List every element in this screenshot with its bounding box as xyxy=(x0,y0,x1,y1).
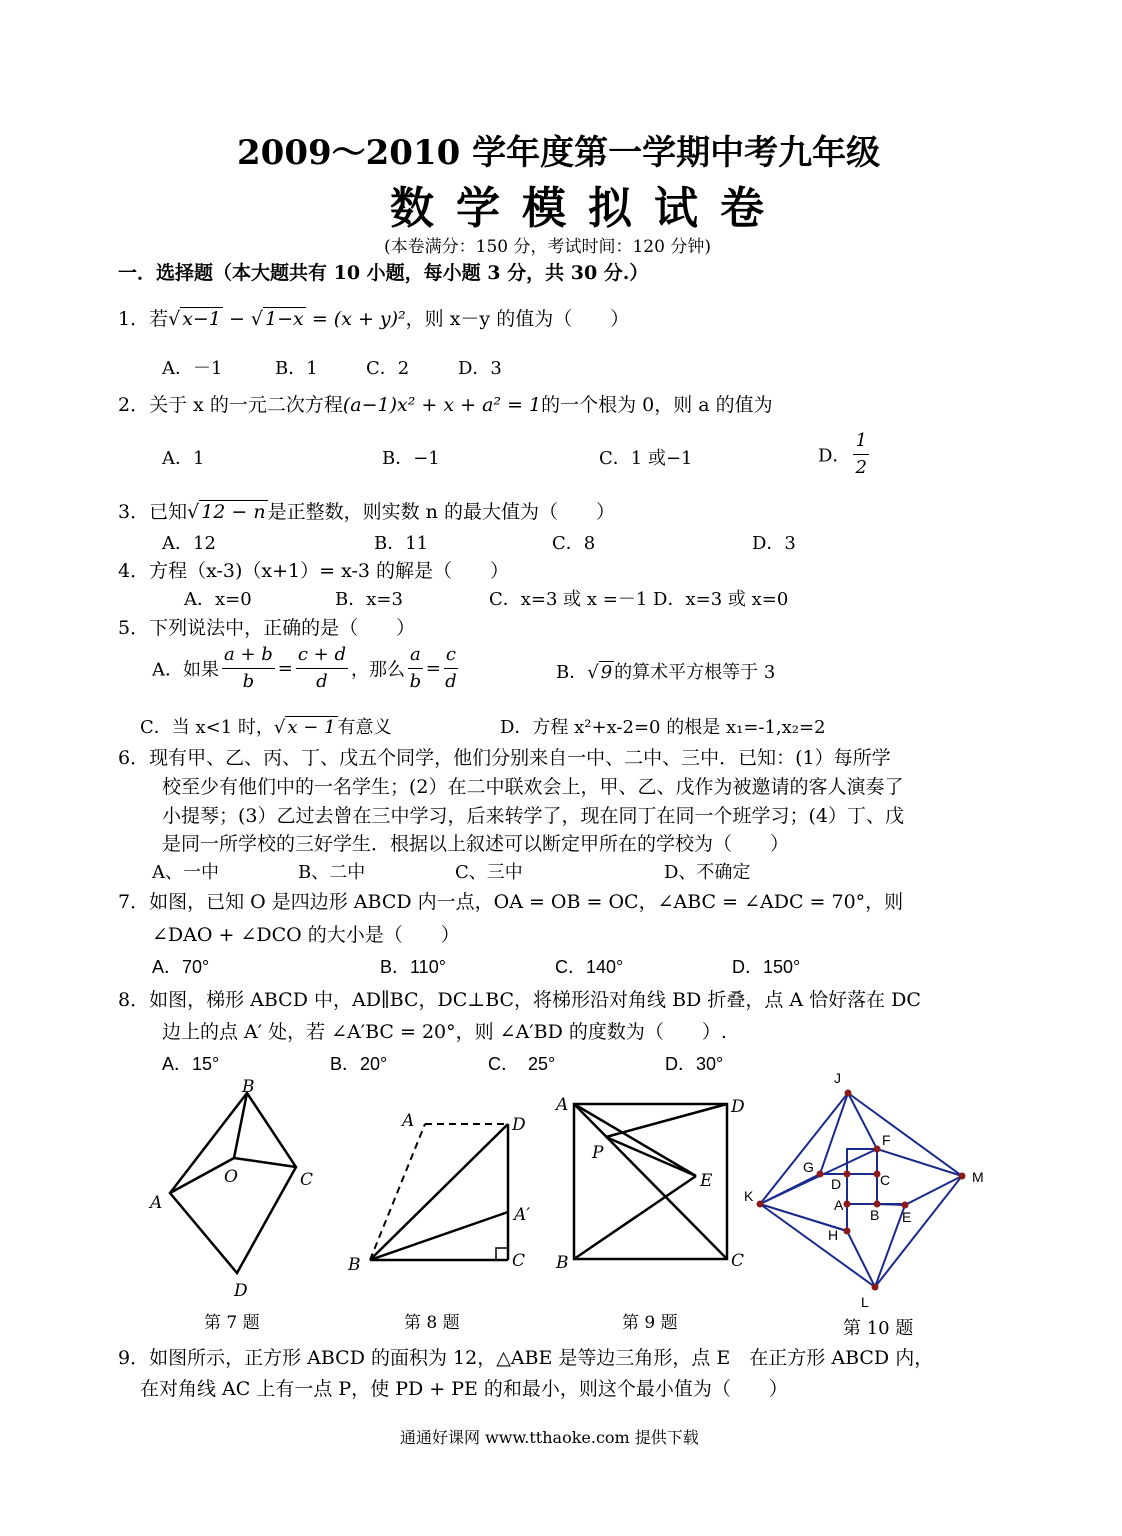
fig8-label-b: B xyxy=(348,1255,361,1275)
q5-c-text: 有意义 xyxy=(337,717,392,738)
question-4: 4．方程（x-3)（x+1）= x-3 的解是（ ） xyxy=(118,560,510,582)
q8-option-a: A．15° xyxy=(162,1054,220,1074)
q9-line-1: 9．如图所示，正方形 ABCD 的面积为 12，△ABE 是等边三角形，点 E 在正方形 ABCD 内， xyxy=(118,1347,934,1369)
fig9-label-d: D xyxy=(731,1097,745,1117)
q5-b-radicand: 9 xyxy=(600,662,613,683)
q5-c-radicand: x − 1 xyxy=(287,717,336,738)
q3-text-b: 是正整数，则实数 n 的最大值为（ ） xyxy=(267,501,615,523)
q2-text-a: 2．关于 x 的一元二次方程 xyxy=(118,394,343,416)
caption-fig7: 第 7 题 xyxy=(204,1313,260,1333)
q7-option-c: C．140° xyxy=(555,957,624,977)
fig10-label-k: K xyxy=(744,1188,754,1204)
caption-fig9: 第 9 题 xyxy=(622,1313,678,1333)
q5-option-b: B．√ 9 的算术平方根等于 3 xyxy=(556,662,776,683)
q7-option-a: A．70° xyxy=(152,957,210,977)
fig9-label-a: A xyxy=(556,1095,569,1115)
q2-option-a: A．1 xyxy=(162,448,205,469)
fig8-label-a-prime: A′ xyxy=(514,1205,531,1225)
figure-8 xyxy=(370,1124,508,1260)
figures-area xyxy=(0,1070,1122,1370)
q8-line-1: 8．如图，梯形 ABCD 中，AD∥BC，DC⊥BC，将梯形沿对角线 BD 折叠，点 A 恰好落在 DC xyxy=(118,989,921,1011)
fig8-label-d: D xyxy=(512,1115,526,1135)
fig7-label-o: O xyxy=(224,1167,238,1187)
q3-option-b: B．11 xyxy=(374,533,429,554)
q1-option-d: D．3 xyxy=(458,358,502,379)
q2-option-d-label: D． xyxy=(818,445,851,467)
fig10-label-m: M xyxy=(972,1169,984,1185)
fig10-label-e: E xyxy=(902,1209,912,1225)
q1-option-c: C．2 xyxy=(366,358,410,379)
fig10-label-a: A xyxy=(834,1197,844,1213)
q8-option-d: D．30° xyxy=(665,1054,724,1074)
fig7-label-d: D xyxy=(234,1281,248,1301)
question-3: 3．已知√ 12 − n 是正整数，则实数 n 的最大值为（ ） xyxy=(118,501,615,523)
fig10-label-h: H xyxy=(828,1227,839,1243)
footer: 通通好课网 www.tthaoke.com 提供下载 xyxy=(400,1428,699,1447)
q2-option-d xyxy=(818,428,872,481)
fig10-label-l: L xyxy=(861,1294,869,1310)
q5-a-mid: ，那么 xyxy=(351,659,406,681)
fig7-label-c: C xyxy=(300,1170,314,1190)
question-1 xyxy=(118,304,629,331)
q3-radicand: 12 − n xyxy=(201,501,266,523)
q6-option-c: C、三中 xyxy=(455,862,523,883)
fig10-label-j: J xyxy=(834,1070,841,1086)
q6-line-1: 6．现有甲、乙、丙、丁、戊五个同学，他们分别来自一中、二中、三中．已知：(1）每所学 xyxy=(118,747,891,769)
q5-frac-4: $\frac{c}{d}$ xyxy=(445,644,457,692)
q6-option-d: D、不确定 xyxy=(664,862,751,883)
figure-10 xyxy=(760,1093,962,1287)
section-heading: 一．选择题（本大题共有 10 小题，每小题 3 分，共 30 分.） xyxy=(118,262,649,284)
q6-line-3: 小提琴；(3）乙过去曾在三中学习，后来转学了，现在同丁在同一个班学习；(4）丁、戊 xyxy=(162,805,905,827)
q3-option-d: D．3 xyxy=(752,533,796,554)
q2-option-d-fraction: $\frac{1}{2}$ xyxy=(855,430,867,478)
q5-frac-3: $\frac{a}{b}$ xyxy=(409,644,422,692)
fig7-label-b: B xyxy=(242,1077,255,1097)
fig9-label-b: B xyxy=(556,1253,569,1273)
q8-option-c: C． 25° xyxy=(488,1054,556,1074)
fig10-label-f: F xyxy=(882,1132,891,1148)
q2-text-b: 的一个根为 0，则 a 的值为 xyxy=(541,394,773,416)
title-line1: 2009～2010 学年度第一学期中考九年级 xyxy=(237,133,881,173)
q3-option-c: C．8 xyxy=(552,533,596,554)
fig8-label-c: C xyxy=(512,1251,526,1271)
q7-line-2: ∠DAO + ∠DCO 的大小是（ ） xyxy=(152,924,460,946)
q4-option-c: C．x=3 或 x =－1 D．x=3 或 x=0 xyxy=(489,589,789,610)
fig10-label-c: C xyxy=(880,1172,891,1188)
fig9-label-e: E xyxy=(700,1171,713,1191)
q5-frac-2: $\frac{c + d}{d}$ xyxy=(297,644,347,692)
q8-option-b: B．20° xyxy=(330,1054,388,1074)
q2-option-c: C．1 或−1 xyxy=(599,448,693,469)
q1-option-b: B．1 xyxy=(275,358,318,379)
fig9-label-c: C xyxy=(731,1251,745,1271)
fig8-label-a: A xyxy=(402,1111,415,1131)
q2-formula: (a−1)x² + x + a² = 1 xyxy=(342,394,542,416)
fig9-label-p: P xyxy=(592,1143,604,1163)
q5-option-d: D．方程 x²+x-2=0 的根是 x₁=-1,x₂=2 xyxy=(500,717,826,738)
title-line2: 数学模拟试卷 xyxy=(390,183,786,234)
q6-line-2: 校至少有他们中的一名学生；(2）在二中联欢会上，甲、乙、戊作为被邀请的客人演奏了 xyxy=(162,776,904,798)
q5-frac-1: $\frac{a + b}{b}$ xyxy=(224,644,273,692)
q1-prefix: 1．若 xyxy=(118,308,169,330)
q2-option-b: B．−1 xyxy=(382,448,440,469)
fig7-label-a: A xyxy=(150,1193,163,1213)
question-5: 5．下列说法中，正确的是（ ） xyxy=(118,617,416,639)
q4-option-b: B．x=3 xyxy=(335,589,403,610)
q7-option-d: D．150° xyxy=(732,957,801,977)
caption-fig8: 第 8 题 xyxy=(404,1313,460,1333)
q5-b-label: B． xyxy=(556,662,588,683)
fig10-label-b: B xyxy=(870,1207,880,1223)
q7-option-b: B．110° xyxy=(380,957,446,977)
q6-option-b: B、二中 xyxy=(298,862,366,883)
q5-option-a: A．如果 $\frac{a + b}{b}$ = $\frac{c + d}{d}$ ，那么 $\frac{a}{b}$ = $\frac{c}{d}$ xyxy=(152,642,461,695)
q3-option-a: A．12 xyxy=(162,533,216,554)
q1-suffix: ，则 x－y 的值为（ ） xyxy=(405,308,630,330)
q6-line-4: 是同一所学校的三好学生．根据以上叙述可以断定甲所在的学校为（ ） xyxy=(162,833,790,855)
q5-c-label: C．当 x<1 时， xyxy=(140,717,274,738)
caption-fig10: 第 10 题 xyxy=(843,1318,914,1339)
q7-line-1: 7．如图，已知 O 是四边形 ABCD 内一点，OA = OB = OC，∠ABC = ∠ADC = 70°，则 xyxy=(118,891,904,913)
q8-line-2: 边上的点 A′ 处，若 ∠A′BC = 20°，则 ∠A′BD 的度数为（ ）. xyxy=(162,1021,727,1043)
q9-line-2: 在对角线 AC 上有一点 P，使 PD + PE 的和最小，则这个最小值为（ ） xyxy=(140,1378,788,1400)
subtitle: (本卷满分：150 分，考试时间：120 分钟) xyxy=(384,237,711,257)
q6-option-a: A、一中 xyxy=(152,862,219,883)
q1-option-a: A．－1 xyxy=(162,358,223,379)
q5-a-label: A．如果 xyxy=(152,659,219,681)
q4-option-a: A．x=0 xyxy=(184,589,252,610)
fig10-label-g: G xyxy=(803,1159,814,1175)
question-2 xyxy=(118,390,773,417)
q5-b-text: 的算术平方根等于 3 xyxy=(614,662,776,683)
q5-option-c: C．当 x<1 时，√ x − 1 有意义 xyxy=(140,717,392,738)
q3-text-a: 3．已知 xyxy=(118,501,188,523)
q1-formula: √ x−1 − √ 1−x = (x + y)² xyxy=(168,308,406,330)
fig10-label-d: D xyxy=(831,1176,842,1192)
